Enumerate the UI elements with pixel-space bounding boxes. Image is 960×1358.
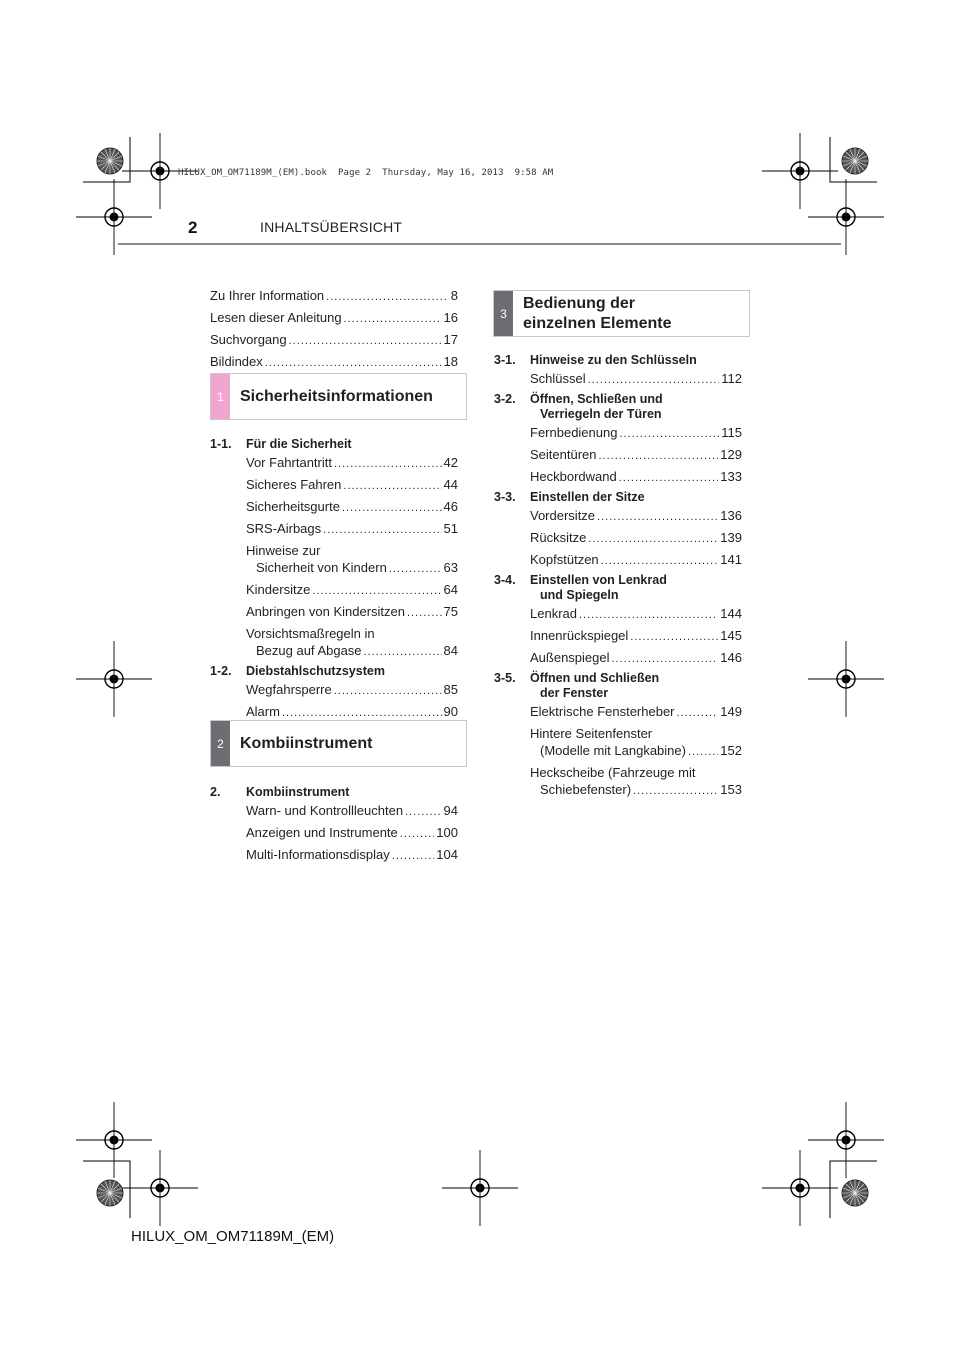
toc-entry[interactable]: Vor Fahrtantritt ..... 42: [246, 454, 458, 473]
footer-doc-id: HILUX_OM_OM71189M_(EM): [131, 1228, 335, 1245]
toc-entry[interactable]: Kindersitze ..... 64: [246, 581, 458, 600]
toc-entry[interactable]: Fernbedienung ..... 115: [530, 424, 742, 443]
toc-entry[interactable]: Rücksitze ..... 139: [530, 529, 742, 548]
toc-entry[interactable]: Suchvorgang ..... 17: [210, 331, 458, 350]
toc-entry[interactable]: Außenspiegel ..... 146: [530, 649, 742, 668]
toc-entry[interactable]: Wegfahrsperre ..... 85: [246, 681, 458, 700]
chapter-3-tab: 3: [494, 291, 513, 336]
chapter-1-title: Sicherheitsinformationen: [240, 388, 433, 405]
toc-entry[interactable]: Sicherheitsgurte ..... 46: [246, 498, 458, 517]
toc-entry[interactable]: Alarm ..... 90: [246, 703, 458, 722]
toc-entry[interactable]: Hinweise zur Sicherheit von Kindern ..... 63: [246, 542, 458, 578]
toc-entry[interactable]: Lenkrad ..... 144: [530, 605, 742, 624]
group-heading[interactable]: 1-1. Für die Sicherheit: [210, 437, 352, 451]
toc-entry[interactable]: Innenrückspiegel ..... 145: [530, 627, 742, 646]
star-target-icon: [97, 148, 123, 174]
intro-list: [210, 287, 458, 372]
chapter-3-contents: [494, 353, 742, 800]
section-title: INHALTSÜBERSICHT: [260, 219, 403, 235]
chapter-2-heading[interactable]: [210, 720, 467, 767]
chapter-1-tab: 1: [211, 374, 230, 419]
chapter-2-tab: 2: [211, 721, 230, 766]
page-number: 2: [188, 218, 198, 237]
chapter-3-heading[interactable]: [493, 290, 750, 337]
group-heading[interactable]: 3-1. Hinweise zu den Schlüsseln: [494, 353, 697, 367]
toc-entry[interactable]: Heckscheibe (Fahrzeuge mit Schiebefenster) ..... 153: [530, 764, 742, 800]
toc-entry[interactable]: Heckbordwand ..... 133: [530, 468, 742, 487]
header-rule: [118, 243, 841, 245]
toc-entry[interactable]: Zu Ihrer Information ..... 8: [210, 287, 458, 306]
toc-entry[interactable]: Multi-Informationsdisplay ..... 104: [246, 846, 458, 865]
toc-entry[interactable]: Anzeigen und Instrumente ..... 100: [246, 824, 458, 843]
chapter-1-heading[interactable]: [210, 373, 467, 420]
toc-entry[interactable]: Elektrische Fensterheber ..... 149: [530, 703, 742, 722]
toc-entry[interactable]: Warn- und Kontrollleuchten ..... 94: [246, 802, 458, 821]
chapter-3-title-line2: einzelnen Elemente: [523, 315, 672, 332]
group-heading[interactable]: 3-5. Öffnen und Schließen der Fenster: [494, 671, 660, 700]
toc-entry[interactable]: Hintere Seitenfenster (Modelle mit Langkabine) ..... 152: [530, 725, 742, 761]
toc-entry[interactable]: Seitentüren ..... 129: [530, 446, 742, 465]
toc-entry[interactable]: Bildindex ..... 18: [210, 353, 458, 372]
group-heading[interactable]: 3-2. Öffnen, Schließen und Verriegeln der Türen: [494, 392, 663, 421]
group-heading[interactable]: 1-2. Diebstahlschutzsystem: [210, 664, 385, 678]
toc-entry[interactable]: Sicheres Fahren ..... 44: [246, 476, 458, 495]
chapter-1-contents: [210, 437, 458, 722]
chapter-3-title-line1: Bedienung der: [523, 295, 636, 312]
toc-entry[interactable]: Vordersitze ..... 136: [530, 507, 742, 526]
chapter-2-contents: [210, 785, 458, 865]
toc-entry[interactable]: Anbringen von Kindersitzen ..... 75: [246, 603, 458, 622]
toc-entry[interactable]: Schlüssel ..... 112: [530, 370, 742, 389]
print-header: HILUX_OM_OM71189M_(EM).book Page 2 Thursday, May 16, 2013 9:58 AM: [178, 168, 554, 178]
group-heading[interactable]: 3-4. Einstellen von Lenkrad und Spiegeln: [494, 573, 667, 602]
toc-entry[interactable]: SRS-Airbags ..... 51: [246, 520, 458, 539]
chapter-2-title: Kombiinstrument: [240, 735, 373, 752]
group-heading[interactable]: 2. Kombiinstrument: [210, 785, 350, 799]
toc-entry[interactable]: Kopfstützen ..... 141: [530, 551, 742, 570]
group-heading[interactable]: 3-3. Einstellen der Sitze: [494, 490, 645, 504]
toc-entry[interactable]: Lesen dieser Anleitung ..... 16: [210, 309, 458, 328]
toc-entry[interactable]: Vorsichtsmaßregeln in Bezug auf Abgase ..... 84: [246, 625, 458, 661]
